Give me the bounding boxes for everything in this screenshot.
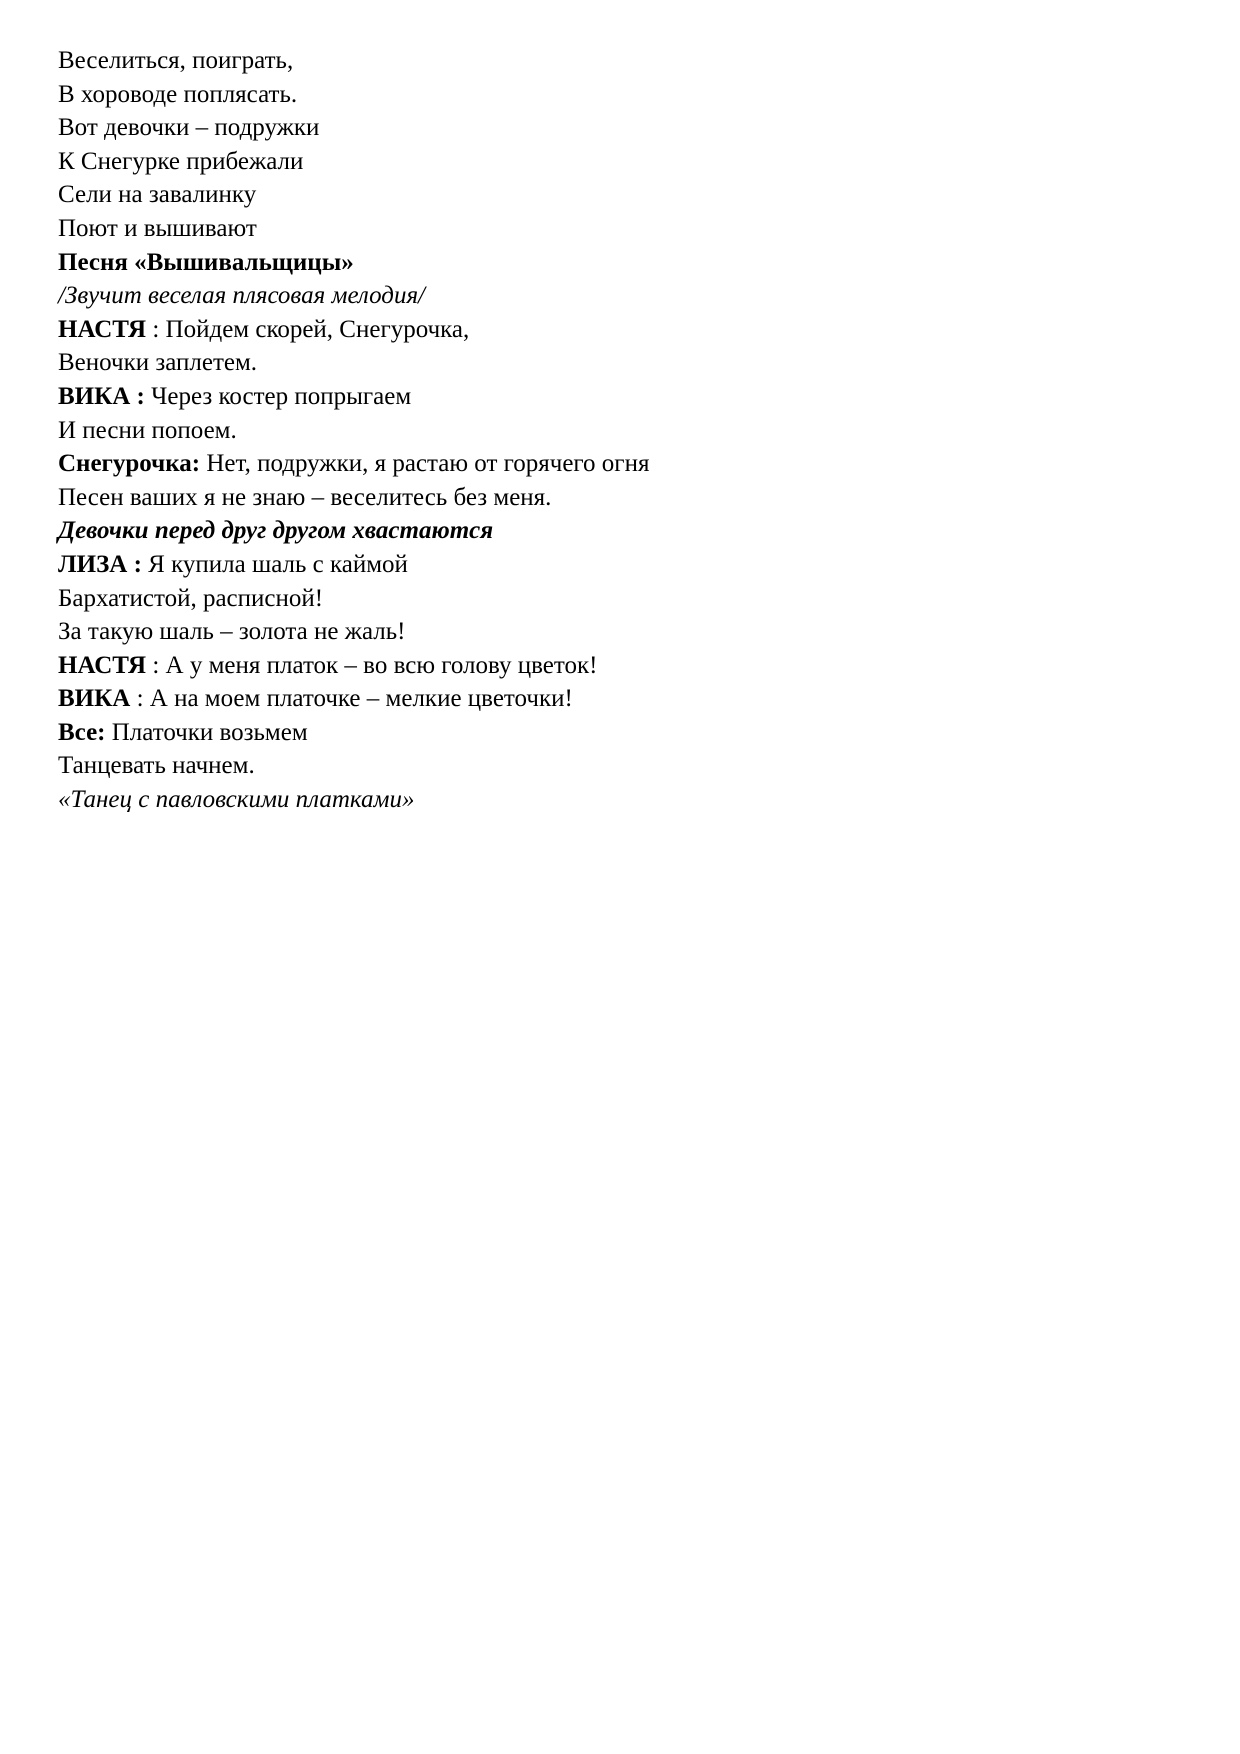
line-text: Поют и вышивают [58, 214, 257, 242]
line-text: За такую шаль – золота не жаль! [58, 618, 406, 646]
speaker-name: ВИКА : [58, 382, 145, 410]
dialogue-line [58, 548, 1178, 582]
song-title: Песня «Вышивальщицы» [58, 248, 354, 276]
line-text: : Пойдем скорей, Снегурочка, [146, 315, 470, 343]
text-line [58, 111, 1178, 145]
line-text: Веселиться, поиграть, [58, 47, 294, 74]
line-text: К Снегурке прибежали [58, 147, 304, 175]
dialogue-line [58, 313, 1178, 347]
dialogue-line [58, 716, 1178, 750]
speaker-name: НАСТЯ [58, 315, 147, 343]
line-text: Танцевать начнем. [58, 752, 255, 780]
action-direction [58, 514, 1178, 548]
text-line [58, 414, 1178, 448]
stage-direction-text: «Танец с павловскими платками» [58, 786, 415, 814]
speaker-name: Снегурочка: [58, 450, 201, 478]
line-text: И песни попоем. [58, 416, 237, 444]
stage-direction [58, 279, 1178, 313]
text-line [58, 346, 1178, 380]
text-line [58, 212, 1178, 246]
speaker-name: ВИКА [58, 685, 131, 713]
line-text: : А у меня платок – во всю голову цветок! [146, 651, 598, 679]
speaker-name: НАСТЯ [58, 651, 147, 679]
dialogue-line [58, 649, 1178, 683]
line-text: Через костер попрыгаем [144, 382, 412, 410]
text-line [58, 481, 1178, 515]
text-line [58, 145, 1178, 179]
dialogue-line [58, 380, 1178, 414]
action-direction-text: Девочки перед друг другом хвастаются [58, 517, 494, 545]
line-text: Платочки возьмем [105, 718, 308, 746]
text-line [58, 44, 1178, 78]
line-text: Сели на завалинку [58, 181, 257, 209]
dialogue-line [58, 447, 1178, 481]
text-line [58, 615, 1178, 649]
line-text: Вот девочки – подружки [58, 114, 320, 142]
line-text: Бархатистой, расписной! [58, 584, 324, 612]
text-line [58, 78, 1178, 112]
dialogue-line [58, 682, 1178, 716]
line-text: Песен ваших я не знаю – веселитесь без меня. [58, 483, 552, 511]
text-line [58, 178, 1178, 212]
speaker-name: Все: [58, 718, 106, 746]
text-line [58, 749, 1178, 783]
stage-direction [58, 783, 1178, 817]
script-text [58, 44, 1178, 817]
text-line [58, 582, 1178, 616]
line-text: : А на моем платочке – мелкие цветочки! [130, 685, 573, 713]
line-text: В хороводе поплясать. [58, 80, 298, 108]
line-text: Я купила шаль с каймой [141, 550, 408, 578]
line-text: Нет, подружки, я растаю от горячего огня [200, 450, 650, 478]
speaker-name: ЛИЗА : [58, 550, 142, 578]
stage-direction-text: /Звучит веселая плясовая мелодия/ [58, 282, 426, 310]
line-text: Веночки заплетем. [58, 349, 258, 377]
song-heading [58, 246, 1178, 280]
